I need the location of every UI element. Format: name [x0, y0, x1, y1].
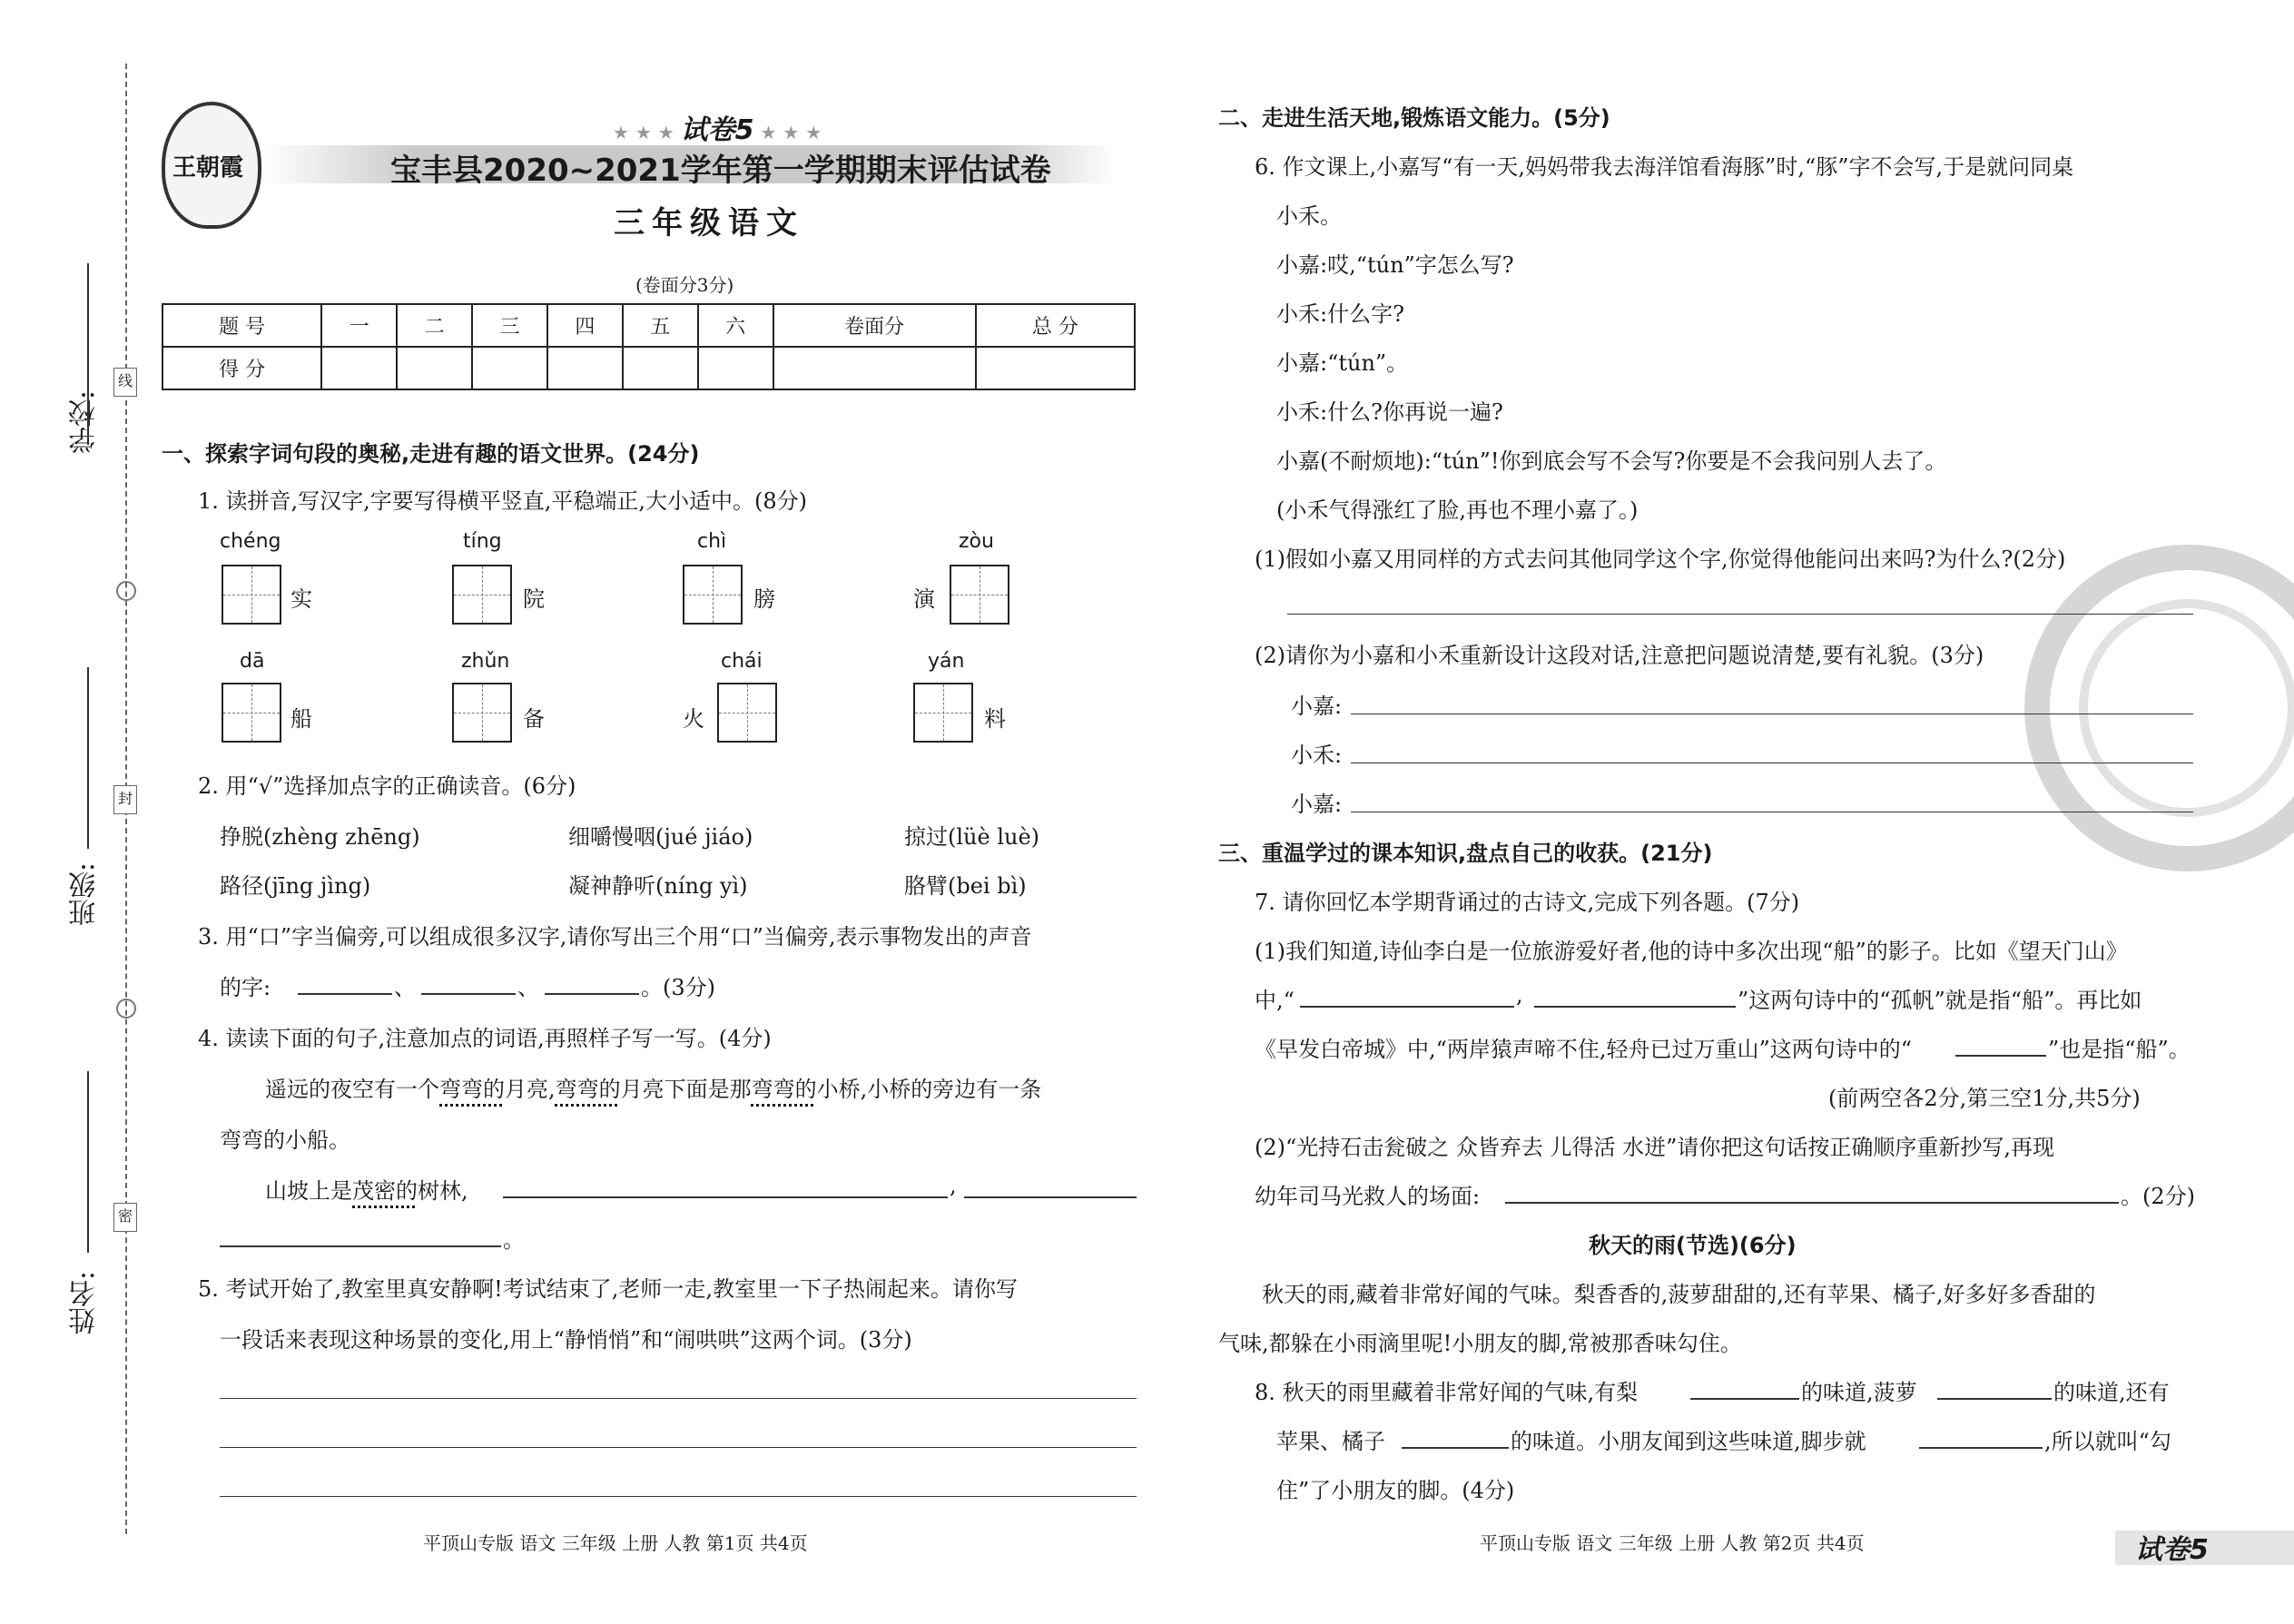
q7-1-text: ”也是指“船”。 [2048, 1037, 2191, 1062]
reading-choice[interactable]: 挣脱(zhèng zhēng) [220, 824, 420, 850]
q5-prompt-cont: 一段话来表现这种场景的变化,用上“静悄悄”和“闹哄哄”这两个词。(3分) [220, 1327, 912, 1353]
score-cell[interactable] [976, 347, 1135, 389]
pinyin: zhǔn [461, 650, 510, 673]
q1-prompt: 1. 读拼音,写汉字,字要写得横平竖直,平稳端正,大小适中。(8分) [198, 488, 808, 514]
score-table [162, 303, 1136, 390]
dialogue-line: 小嘉(不耐烦地):“tún”!你到底会写不会写?你要是不会我问别人去了。 [1276, 448, 1947, 474]
q7-1-score-note: (前两空各2分,第三空1分,共5分) [1828, 1086, 2141, 1111]
score-header: 题 号 [162, 304, 321, 347]
given-char: 火 [683, 706, 704, 732]
reading-choice[interactable]: 胳臂(bei bì) [904, 873, 1027, 899]
writing-grid[interactable] [950, 565, 1009, 625]
score-header: 三 [472, 304, 547, 347]
q3-score: 。(3分) [641, 975, 715, 1000]
writing-grid[interactable] [452, 683, 512, 743]
passage-text: 气味,都躲在小雨滴里呢!小朋友的脚,常被那香味勾住。 [1218, 1331, 1742, 1356]
score-header: 总 分 [976, 304, 1135, 347]
answer-blank[interactable] [1534, 1006, 1736, 1008]
q8-text: 的味道。小朋友闻到这些味道,脚步就 [1511, 1429, 1866, 1454]
section-3-heading: 三、重温学过的课本知识,盘点自己的收获。(21分) [1218, 841, 1713, 866]
reading-choice[interactable]: 路径(jīng jìng) [220, 873, 371, 899]
seal-mark-feng: 封 [113, 785, 137, 814]
class-field[interactable] [87, 667, 89, 849]
q3-prompt: 3. 用“口”字当偏旁,可以组成很多汉字,请你写出三个用“口”当偏旁,表示事物发出的声音 [198, 924, 1032, 950]
answer-blank[interactable] [545, 993, 639, 995]
q8-text: 的味道,还有 [2053, 1380, 2170, 1405]
dialogue-line: 小禾:什么?你再说一遍? [1276, 399, 1503, 425]
star-icon: ★ ★ ★ [613, 122, 681, 143]
pinyin: zòu [959, 530, 994, 553]
score-cell[interactable] [321, 347, 397, 389]
score-row-label: 得 分 [162, 347, 321, 389]
passage-title: 秋天的雨(节选)(6分) [1589, 1233, 1797, 1258]
answer-blank[interactable] [1690, 1398, 1799, 1400]
dialogue-line: 小禾:什么字? [1276, 301, 1404, 327]
answer-blank[interactable] [220, 1245, 501, 1247]
logo-badge [162, 102, 261, 229]
reading-choice[interactable]: 细嚼慢咽(jué jiáo) [568, 824, 753, 850]
writing-grid[interactable] [222, 565, 281, 625]
logo-text: 王朝霞 [172, 154, 244, 182]
writing-grid[interactable] [452, 565, 512, 625]
answer-blank[interactable] [1937, 1398, 2052, 1400]
left-page-footer: 平顶山专版 语文 三年级 上册 人教 第1页 共4页 [423, 1532, 808, 1554]
q2-prompt: 2. 用“√”选择加点字的正确读音。(6分) [198, 773, 576, 799]
writing-grid[interactable] [683, 565, 743, 625]
writing-grid[interactable] [222, 683, 281, 743]
answer-blank[interactable] [1919, 1447, 2043, 1449]
given-char: 船 [290, 706, 312, 732]
answer-blank[interactable] [1955, 1055, 2046, 1057]
q4-example-end: 弯弯的小船。 [220, 1127, 350, 1153]
q4-end: 。 [503, 1227, 525, 1253]
q4-comma: , [950, 1173, 957, 1198]
school-label: 学校: [69, 390, 101, 455]
given-char: 膀 [753, 586, 775, 612]
q8-text: ,所以就叫“勾 [2044, 1429, 2171, 1454]
dialogue-line: 小嘉:“tún”。 [1276, 350, 1409, 376]
q4-example-sentence: 遥远的夜空有一个弯弯的月亮,弯弯的月亮下面是那弯弯的小桥,小桥的旁边有一条 [265, 1077, 1042, 1102]
answer-blank[interactable] [1402, 1447, 1509, 1449]
seal-mark-xian: 线 [113, 368, 137, 397]
answer-line[interactable] [1287, 614, 2193, 615]
score-header: 四 [547, 304, 623, 347]
score-cell[interactable] [397, 347, 472, 389]
page-title: 宝丰县2020~2021学年第一学期期末评估试卷 [390, 153, 1051, 189]
score-header: 六 [698, 304, 773, 347]
pinyin: dā [240, 650, 265, 673]
q7-1-open: 中,“ [1255, 988, 1295, 1013]
score-cell[interactable] [547, 347, 623, 389]
q7-1-text: 《早发白帝城》中,“两岸猿声啼不住,轻舟已过万重山”这两句诗中的“ [1255, 1037, 1913, 1062]
star-icon: ★ ★ ★ [753, 122, 822, 143]
given-char: 备 [523, 706, 545, 732]
answer-blank[interactable] [1300, 1006, 1514, 1008]
given-char: 演 [913, 586, 935, 612]
dotted-word: 弯弯的 [751, 1077, 817, 1102]
q7-2-score: 。(2分) [2121, 1184, 2195, 1209]
answer-blank[interactable] [298, 993, 392, 995]
passage-text: 秋天的雨,藏着非常好闻的气味。梨香香的,菠萝甜甜的,还有苹果、橘子,好多好多香甜的 [1262, 1282, 2096, 1307]
school-field[interactable] [87, 263, 89, 445]
pinyin: tíng [463, 530, 502, 553]
q4-prompt: 4. 读读下面的句子,注意加点的词语,再照样子写一写。(4分) [198, 1026, 772, 1051]
name-label: 姓名: [69, 1271, 101, 1335]
given-char: 院 [523, 586, 545, 612]
given-char: 料 [984, 706, 1006, 732]
answer-line[interactable] [220, 1398, 1137, 1399]
pinyin: chái [721, 650, 763, 673]
answer-speaker: 小禾: [1291, 743, 1343, 768]
score-header: 一 [321, 304, 397, 347]
page-subtitle: 三年级语文 [614, 205, 804, 241]
seal-watermark-inner [2079, 599, 2294, 817]
q3-label: 的字: [220, 975, 271, 1000]
q4-task: 山坡上是茂密的树林, [265, 1178, 468, 1204]
dialogue-line: 小嘉:哎,“tún”字怎么写? [1276, 252, 1514, 278]
q3-separator: 、 [517, 975, 539, 1000]
answer-blank[interactable] [421, 993, 516, 995]
answer-blank[interactable] [503, 1196, 948, 1198]
class-label: 班级: [69, 862, 101, 927]
dotted-word: 茂密的 [352, 1178, 418, 1204]
answer-speaker: 小嘉: [1291, 694, 1343, 719]
writing-grid[interactable] [717, 683, 777, 743]
answer-line[interactable] [220, 1496, 1137, 1497]
score-cell[interactable] [773, 347, 976, 389]
dialogue-note: (小禾气得涨红了脸,再也不理小嘉了。) [1276, 497, 1639, 523]
q7-prompt: 7. 请你回忆本学期背诵过的古诗文,完成下列各题。(7分) [1255, 890, 1800, 915]
q7-1-prompt: (1)我们知道,诗仙李白是一位旅游爱好者,他的诗中多次出现“船”的影子。比如《望天门山》 [1255, 939, 2128, 964]
q8-text: 苹果、橘子 [1276, 1429, 1385, 1454]
given-char: 实 [290, 586, 312, 612]
answer-blank[interactable] [964, 1196, 1137, 1198]
corner-paper-number: 试卷5 [2135, 1534, 2209, 1566]
pinyin: yán [928, 650, 965, 673]
binding-hole-icon [116, 581, 136, 601]
reading-choice[interactable]: 掠过(lüè luè) [904, 824, 1040, 850]
q7-2-prompt: (2)“光持石击瓮破之 众皆弃去 儿得活 水迸”请你把这句话按正确顺序重新抄写,再现 [1255, 1135, 2055, 1160]
appearance-score-note: (卷面分3分) [635, 274, 734, 296]
score-cell[interactable] [623, 347, 698, 389]
pinyin: chéng [220, 530, 281, 553]
seal-mark-mi: 密 [113, 1203, 137, 1232]
dotted-word: 弯弯的 [555, 1077, 621, 1102]
q7-1-comma: , [1516, 982, 1523, 1008]
q7-2-label: 幼年司马光救人的场面: [1255, 1184, 1481, 1209]
score-header: 二 [397, 304, 472, 347]
q7-1-text: ”这两句诗中的“孤帆”就是指“船”。再比如 [1738, 988, 2142, 1013]
q6-2-prompt: (2)请你为小嘉和小禾重新设计这段对话,注意把问题说清楚,要有礼貌。(3分) [1255, 643, 1984, 668]
reading-choice[interactable]: 凝神静听(níng yì) [568, 873, 748, 899]
q6-1-prompt: (1)假如小嘉又用同样的方式去问其他同学这个字,你觉得他能问出来吗?为什么?(2分) [1255, 546, 2066, 572]
dotted-word: 弯弯的 [439, 1077, 505, 1102]
q5-prompt: 5. 考试开始了,教室里真安静啊!考试结束了,老师一走,教室里一下子热闹起来。请你写 [198, 1276, 1019, 1302]
name-field[interactable] [87, 1071, 89, 1253]
q3-separator: 、 [394, 975, 416, 1000]
section-2-heading: 二、走进生活天地,锻炼语文能力。(5分) [1218, 105, 1610, 131]
answer-line[interactable] [220, 1447, 1137, 1448]
writing-grid[interactable] [913, 683, 973, 743]
answer-blank[interactable] [1505, 1202, 2119, 1204]
score-header: 卷面分 [773, 304, 976, 347]
q8-prompt: 8. 秋天的雨里藏着非常好闻的气味,有梨 [1255, 1380, 1639, 1405]
q8-text: 住”了小朋友的脚。(4分) [1276, 1478, 1515, 1503]
q8-text: 的味道,菠萝 [1801, 1380, 1917, 1405]
score-cell[interactable] [698, 347, 773, 389]
section-1-heading: 一、探索字词句段的奥秘,走进有趣的语文世界。(24分) [162, 441, 700, 467]
paper-number: ★ ★ ★ 试卷5 ★ ★ ★ [613, 114, 822, 146]
score-cell[interactable] [472, 347, 547, 389]
answer-speaker: 小嘉: [1291, 792, 1343, 817]
binding-hole-icon [116, 999, 136, 1019]
q6-prompt-cont: 小禾。 [1276, 203, 1342, 229]
right-page-footer: 平顶山专版 语文 三年级 上册 人教 第2页 共4页 [1480, 1532, 1865, 1554]
score-header: 五 [623, 304, 698, 347]
q6-prompt: 6. 作文课上,小嘉写“有一天,妈妈带我去海洋馆看海豚”时,“豚”字不会写,于是就问同桌 [1255, 154, 2074, 180]
pinyin: chì [697, 530, 727, 553]
